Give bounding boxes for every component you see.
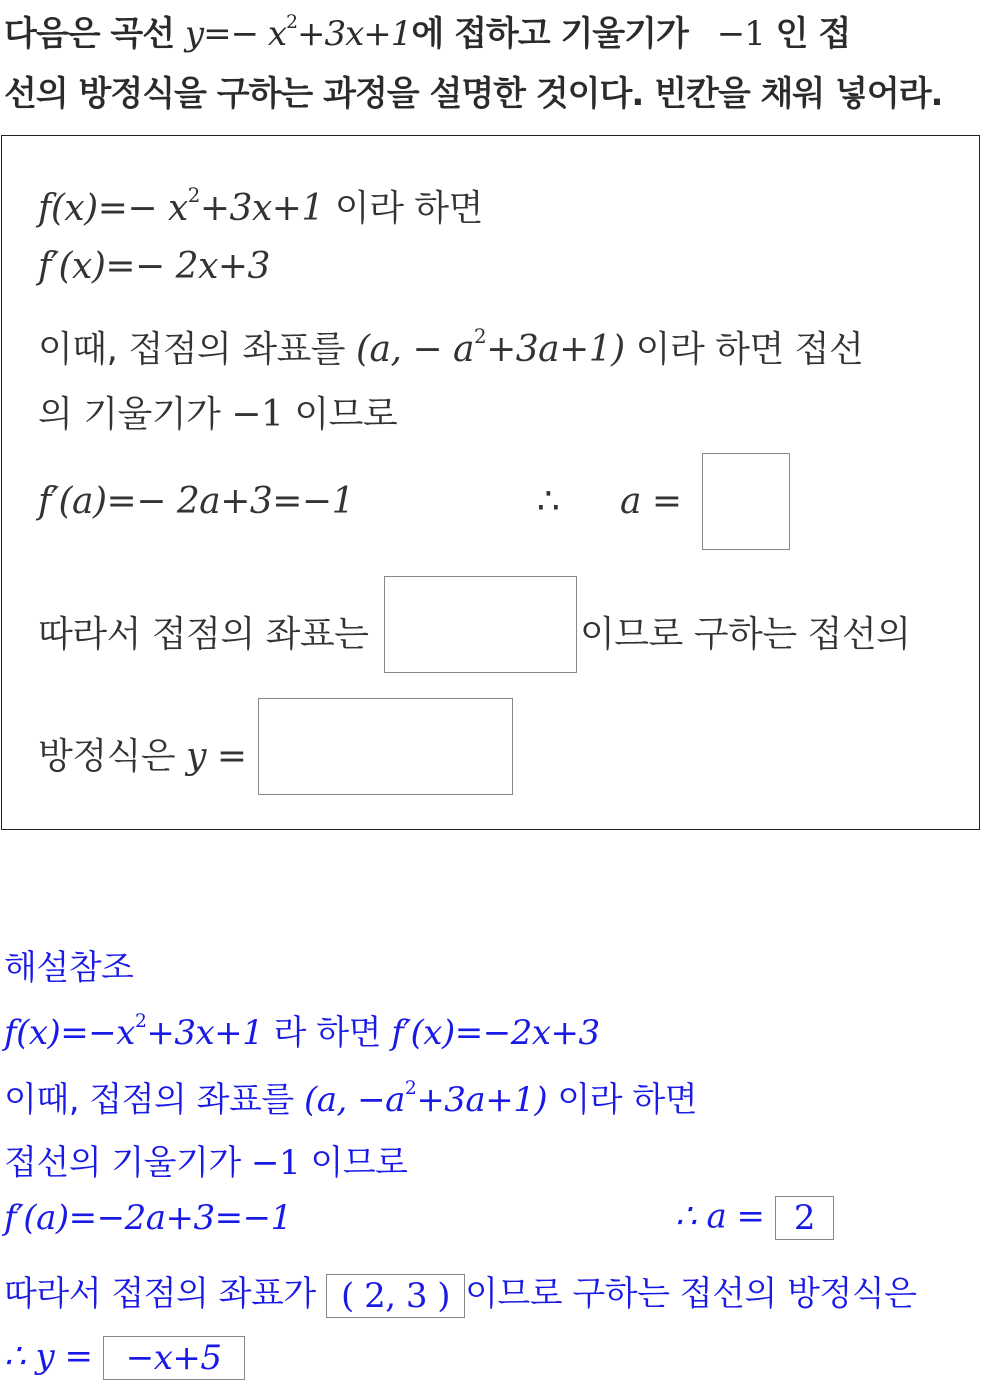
box-row-7 [38, 728, 247, 779]
box-row-3 [38, 321, 863, 372]
s4-math: f′(a)=−2a+3=−1 [4, 1198, 292, 1238]
solution-line-1 [4, 1005, 600, 1054]
question-intro: 다음은 곡선 [4, 14, 175, 54]
answer-blank-equation[interactable] [258, 698, 513, 795]
question-mid: 에 접하고 기울기가 [411, 14, 688, 54]
s2-text-b: 이라 하면 [557, 1080, 698, 1120]
solution-title: 해설참조 [4, 948, 134, 988]
solution-line-6 [4, 1336, 245, 1380]
s2-exp: 2 [404, 1078, 417, 1100]
s5-text-a: 따라서 접점의 좌표가 [4, 1274, 316, 1314]
r4-math: −1 [231, 394, 284, 435]
s1-math: f(x)=−x [4, 1013, 135, 1053]
s2-math: (a, −a [304, 1080, 405, 1120]
s2-tail: +3a+1) [416, 1080, 548, 1120]
s5-text-b: 이므로 구하는 접선의 방정식은 [465, 1274, 917, 1314]
box-row-6-text: 따라서 접점의 좌표는 [38, 614, 369, 655]
a-equals: a = [620, 481, 682, 522]
box-row-4 [38, 386, 397, 437]
question-text [4, 4, 989, 124]
solution-line-4-answer [675, 1196, 834, 1240]
box-row-6-tail: 이므로 구하는 접선의 [580, 614, 911, 655]
solution-line-4 [4, 1198, 292, 1238]
therefore-symbol: ∴ [537, 481, 560, 522]
box-row-2 [38, 246, 270, 287]
solution-line-2 [4, 1072, 697, 1121]
eq-tail: +3x+1 [296, 14, 412, 54]
s3-text-b: 이므로 [310, 1143, 408, 1183]
r1-math: f(x)=− x [38, 188, 188, 229]
box-row-1 [38, 180, 483, 231]
s6-therefore: ∴ y = [4, 1336, 93, 1377]
r2-math: f′(x)=− 2x+3 [38, 246, 270, 287]
r1-exp: 2 [187, 184, 200, 208]
solution-line-5 [4, 1266, 916, 1318]
slope-value: −1 [716, 14, 765, 54]
r1-tail: +3x+1 [199, 188, 324, 229]
answer-equation: −x+5 [103, 1336, 245, 1380]
box-row-5 [38, 481, 354, 522]
s3-math: −1 [251, 1143, 301, 1183]
question-line-1 [4, 4, 989, 64]
s2-text-a: 이때, 접점의 좌표를 [4, 1080, 294, 1120]
r7-text: 방정식은 [38, 736, 176, 777]
s3-text-a: 접선의 기울기가 [4, 1143, 241, 1183]
s1-text: 라 하면 [273, 1013, 381, 1053]
answer-blank-a[interactable] [702, 453, 790, 550]
eq-rest: =− x [203, 14, 287, 54]
r3-tail: +3a+1) [486, 329, 625, 370]
r3-exp: 2 [473, 325, 487, 349]
s1-tail: +3x+1 [146, 1013, 264, 1053]
question-line-2: 선의 방정식을 구하는 과정을 설명한 것이다. 빈칸을 채워 넣어라. [4, 74, 943, 114]
r3-text-b: 이라 하면 접선 [635, 329, 864, 370]
r7-math: y = [186, 736, 247, 777]
eq-y: y [184, 14, 204, 54]
s1-exp: 2 [134, 1011, 147, 1033]
r3-text-a: 이때, 접점의 좌표를 [38, 329, 346, 370]
answer-point: ( 2, 3 ) [326, 1274, 465, 1318]
procedure-box [1, 135, 980, 830]
answer-blank-point[interactable] [384, 576, 577, 673]
r3-math: (a, − a [356, 329, 474, 370]
r5-math: f′(a)=− 2a+3=−1 [38, 481, 354, 522]
r4-text-a: 의 기울기가 [38, 394, 221, 435]
eq-exp: 2 [286, 12, 297, 34]
s1-math2: f′(x)=−2x+3 [391, 1013, 600, 1053]
s4-therefore: ∴ a = [675, 1196, 765, 1237]
answer-a: 2 [775, 1196, 834, 1240]
r1-text: 이라 하면 [334, 188, 483, 229]
question-end: 인 접 [775, 14, 851, 54]
r4-text-b: 이므로 [294, 394, 398, 435]
solution-line-3 [4, 1135, 408, 1184]
